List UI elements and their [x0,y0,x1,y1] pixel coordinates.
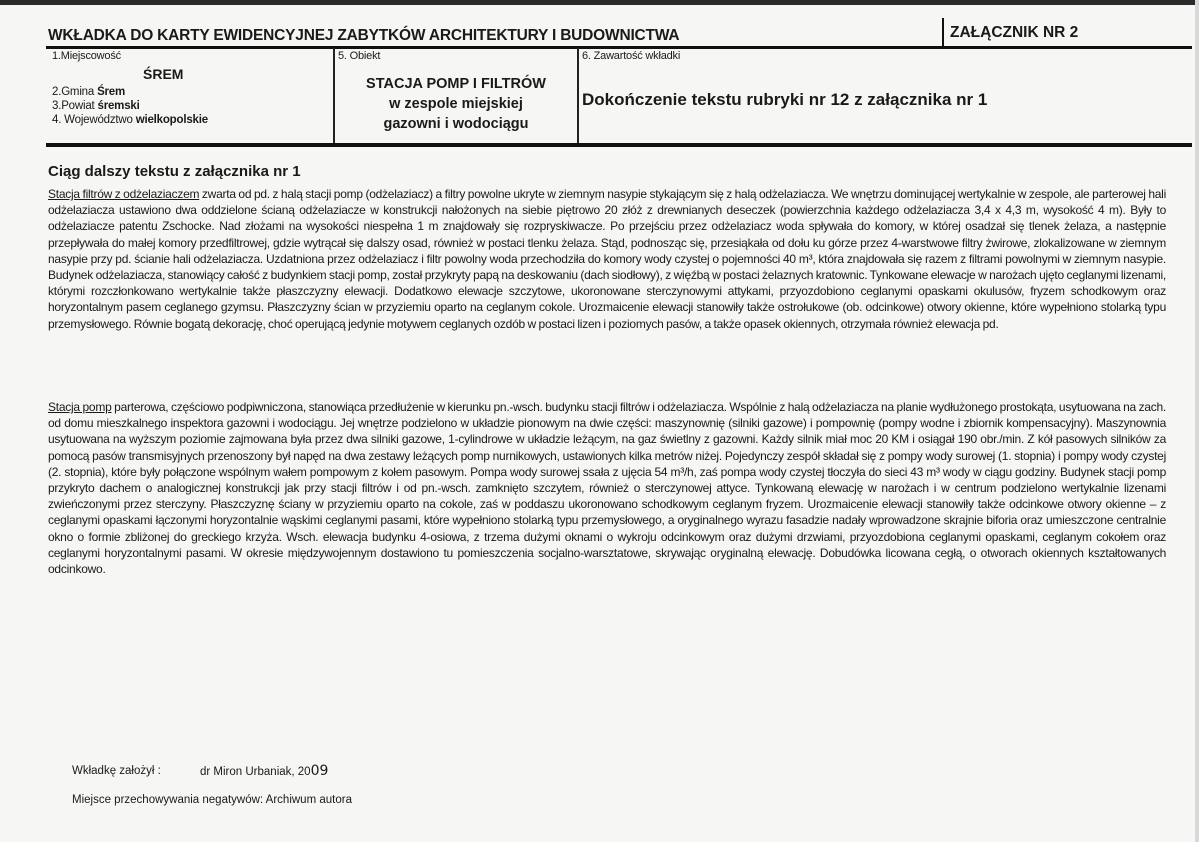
handwritten-year: 09 [310,763,329,779]
gmina-field [52,86,125,98]
header-rule-top [46,46,1192,49]
scan-edge-right [1195,0,1199,842]
wojewodztwo-label: 4. Województwo [52,114,136,126]
object-name [336,74,576,134]
annex-divider [942,18,944,48]
scan-edge [0,0,1199,5]
paragraph-text: zwarta od pd. z halą stacji pomp (odżelaziacz) a filtry powolne ukryte w ziemnym nasypie stykającym się z halą odżelaziacza. We wnętrzu dominującej wertykalnie w zespole, ale parterowej hali odżelaziacza ustawiono dwa oddzielone ścianą odżelaziacze w konstrukcji nałożonych na siebie piętrowo 20 złóż z drewnianych deseczek (powierzchnia każdego odżelaziacza 3,4 x 4,3 m, wysokość 4 m). Były to odżelaziacze patentu Zschocke. Nad złożami na wysokości niespełna 1 m znajdowały się rozpryskiwacze. Po przejściu przez odżelaziacz woda spływała do komory, w której osadzał się tlenek żelaza, a następnie przepływała do małej komory przedfiltrowej, gdzie wytrącał się dalszy osad, również w postaci tlenku żelaza. Stąd, podnosząc się, przesiąkała od dołu ku górze przez 4-warstwowe filtry żwirowe, zlokalizowane w ziemnym nasypie przy pd. ścianie hali odżelaziacza. Uzdatniona przez odżelaziacz i filtr powolny woda przechodziła do komory wody czystej o pojemności 40 m³, która znajdowała się razem z filtrami powolnymi w ziemnym nasypie. Budynek odżelaziacza, stanowiący całość z budynkiem stacji pomp, został przykryty papą na deskowaniu (dach siodłowy), z więźbą w postaci żelaznych kratownic. Tynkowane elewacje w narożach ujęto ceglanymi lizenami, którymi rozczłonkowano wertykalnie także płaszczyzny elewacji. Dodatkowo elewacje szczytowe, ukoronowane sterczynowymi attykami, przyozdobiono ceglanymi opaskami okulusów, fryzem schodkowym oraz horyzontalnym pasem ceglanego gzymsu. Płaszczyzny ścian w przyziemiu oparto na ceglanym cokole. Urozmaicenie elewacji stanowiły także ostrołukowe (ob. odcinkowe) otwory okienne, które wypełniono stolarką typu przemysłowego. Równie bogatą dekorację, choć operującą jedynie motywem ceglanych ozdób w postaci lizen i poziomych pasów, a także opasek okiennych, otrzymała również elewacja pd. [48,187,1167,331]
annex-number: ZAŁĄCZNIK NR 2 [950,24,1079,41]
object-label: 5. Obiekt [338,50,381,62]
negatives-storage: Miejsce przechowywania negatywów: Archiwum autora [72,794,352,806]
author-field [200,763,328,779]
gmina-value: Śrem [97,86,126,98]
header-rule-bottom [46,143,1192,147]
object-line-1: STACJA POMP I FILTRÓW [366,76,546,92]
object-line-2: w zespole miejskiej [389,96,523,112]
powiat-label: 3.Powiat [52,100,98,112]
column-divider [577,48,579,144]
wojewodztwo-field [52,114,208,126]
document-title: WKŁADKA DO KARTY EWIDENCYJNEJ ZABYTKÓW ARCHITEKTURY I BUDOWNICTWA [48,27,680,44]
gmina-label: 2.Gmina [52,86,98,98]
contents-label: 6. Zawartość wkładki [582,50,681,62]
paragraph-filter-station [48,186,1166,332]
powiat-field [52,100,140,112]
wojewodztwo-value: wielkopolskie [135,114,208,126]
powiat-value: śremski [97,100,140,112]
author-label: Wkładkę założył : [72,765,161,777]
column-divider [333,48,335,144]
paragraph-lead: Stacja filtrów z odżelaziaczem [48,187,200,201]
contents-text: Dokończenie tekstu rubryki nr 12 z załącznika nr 1 [582,90,988,109]
paragraph-lead: Stacja pomp [48,400,112,414]
city-name: ŚREM [143,66,184,82]
object-line-3: gazowni i wodociągu [383,116,529,132]
section-heading: Ciąg dalszy tekstu z załącznika nr 1 [48,163,301,180]
location-label: 1.Miejscowość [52,50,121,62]
paragraph-pump-station [48,399,1166,577]
paragraph-text: parterowa, częściowo podpiwniczona, stanowiąca przedłużenie w kierunku pn.-wsch. budynku stacji filtrów i odżelaziacza. Wspólnie z halą odżelaziacza na planie wydłużonego prostokąta, usytuowana na zach. od domu mieszkalnego inspektora gazowni i wodociągu. Jej wnętrze podzielono w układzie pionowym na dwie części: maszynownię (silniki gazowe) i pompownię (pompy wodne i zbiornik kompensacyjny). Maszynownia usytuowana na wyższym poziomie zajmowana była przez dwa silniki gazowe, 1-cylindrowe w układzie leżącym, na gaz świetlny z gazowni. Każdy silnik miał moc 20 KM i osiągał 190 obr./min. Z kół pasowych silników za pomocą pasów transmisyjnych przenoszony był napęd na dwa zestawy leżących pomp nurnikowych, ustawionych kilka metrów niżej. Pojedynczy zespół składał się z pompy wody surowej (1. stopnia) i pompy wody czystej (2. stopnia), które były połączone wspólnym wałem pompowym z kołem pasowym. Pompa wody surowej ssała z ujęcia 54 m³/h, zaś pompa wody czystej tłoczyła do sieci 43 m³ wody w ciągu godziny. Budynek stacji pomp przykryto dachem o analogicznej konstrukcji jak przy stacji filtrów i od pn.-wsch. zamknięto szczytem, również o sterczynowej attyce. Tynkowaną elewację w narożach i w centrum podzielono wertykalnie lizenami zwieńczonymi przez sterczyny. Płaszczyznę ściany w przyziemiu oparto na cokole, zaś w poddaszu ukoronowano schodkowym ceglanym fryzem. Urozmaicenie elewacji stanowiły także odcinkowe otwory okienne – z ceglanymi opaskami łączonymi horyzontalnie wąskimi ceglanymi pasami, które wypełniono stolarką typu przemysłowego, a oryginalnego wyrazu fasadzie nadały wprowadzone skrajnie biforia oraz umieszczone centralnie okno o formie zbliżonej do greckiego krzyża. Wsch. elewacja budynku 4-osiowa, z trzema dużymi oknami o wykroju odcinkowym oraz dużymi drzwiami, przyozdobiona ceglanymi opaskami, ceglanym cokołem oraz ceglanymi horyzontalnymi pasami. W okresie międzywojennym dostawiono tu pomieszczenia socjalno-warsztatowe, skrywając oryginalną elewację. Dobudówka licowana cegłą, o otworach okiennych kształtowanych odcinkowo. [48,400,1166,577]
author-name: dr Miron Urbaniak, 20 [200,766,311,778]
